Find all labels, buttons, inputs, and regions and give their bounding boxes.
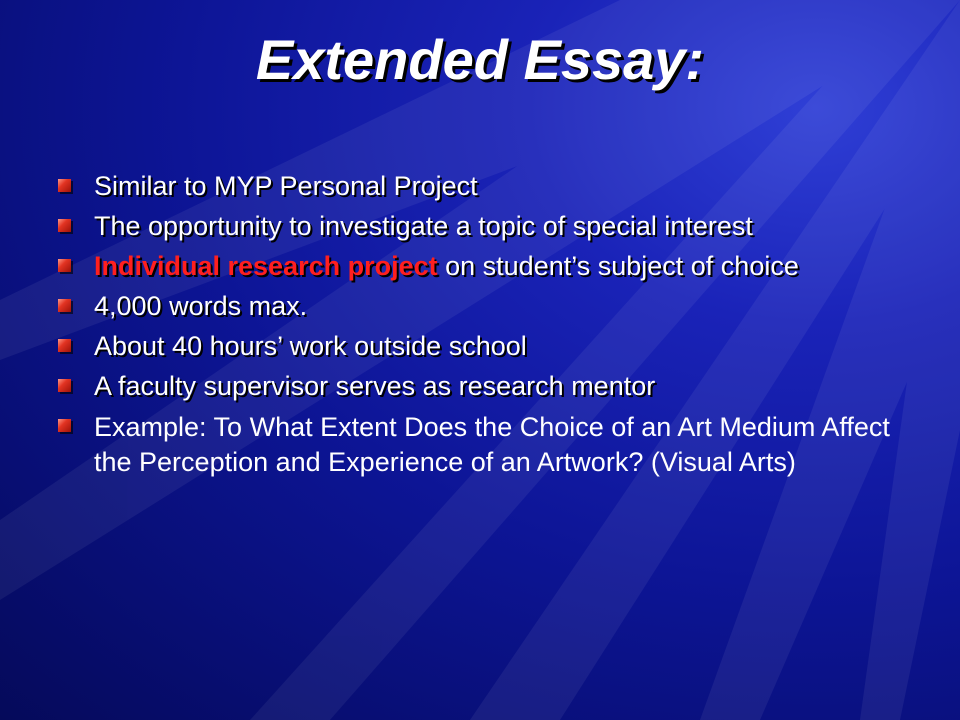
bullet-square-icon: [58, 219, 71, 232]
bullet-item: [58, 370, 918, 402]
bullet-square-icon: [58, 259, 71, 272]
bullet-square-icon: [58, 179, 71, 192]
bullet-item: [58, 210, 918, 242]
bullet-text: Similar to MYP Personal Project: [94, 171, 478, 201]
bullet-square-icon: [58, 339, 71, 352]
bullet-square-icon: [58, 379, 71, 392]
bullet-item: [58, 170, 918, 202]
slide-title: Extended Essay:: [255, 28, 705, 91]
bullet-text: on student’s subject of choice: [437, 251, 799, 281]
bullet-text: The opportunity to investigate a topic of special interest: [94, 211, 753, 241]
bullet-text: About 40 hours’ work outside school: [94, 331, 527, 361]
bullet-square-icon: [58, 299, 71, 312]
bullet-item: [58, 330, 918, 362]
bullet-item-example: [58, 410, 918, 480]
bullet-square-icon: [58, 419, 71, 432]
bullet-text: 4,000 words max.: [94, 291, 308, 321]
bullet-text: A faculty supervisor serves as research mentor: [94, 371, 656, 401]
bullet-item: [58, 290, 918, 322]
bullet-list: [58, 170, 918, 488]
bullet-item: [58, 250, 918, 282]
bullet-text: Example: To What Extent Does the Choice of an Art Medium Affect the Perception and Experience of an Artwork? (Visual Arts): [94, 412, 890, 477]
bullet-highlight-text: Individual research project: [94, 251, 438, 281]
